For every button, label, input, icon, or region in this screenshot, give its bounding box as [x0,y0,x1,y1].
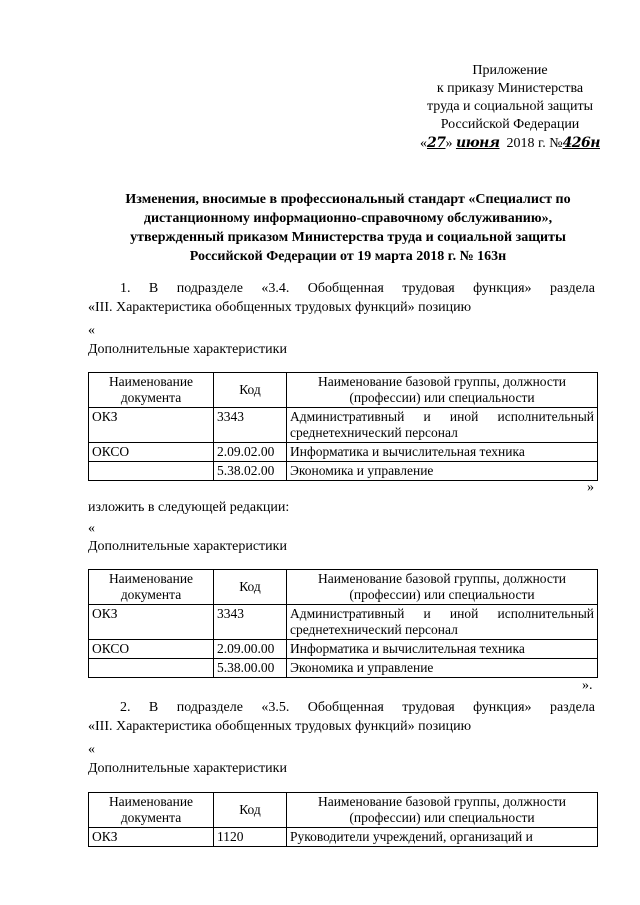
handwritten-number: 426н [562,135,600,151]
header-name: Наименование базовой группы, должности (профессии) или специальности [287,570,598,605]
table-2 [88,569,598,678]
table-row: ОКСО 2.09.02.00 Информатика и вычислительная техника [89,443,598,462]
table-3 [88,792,598,847]
table-row: 5.38.00.00 Экономика и управление [89,659,598,678]
handwritten-day: 27 [426,135,446,151]
table-header-row [89,373,598,408]
table-row: ОКЗ 3343 Административный и иной исполнительный среднетехнический персонал [89,408,598,443]
section-label: Дополнительные характеристики [88,761,287,776]
open-quote: « [88,323,95,338]
table-1 [88,372,598,481]
header-code: Код [214,373,287,408]
table-row: ОКСО 2.09.00.00 Информатика и вычислительная техника [89,640,598,659]
table-row: 5.38.02.00 Экономика и управление [89,462,598,481]
appendix-block [400,62,620,153]
header-doc: Наименование документа [89,570,214,605]
appendix-date: «27» июня 2018 г. №426н [419,135,600,151]
table-row: ОКЗ 1120 Руководители учреждений, организаций и [89,828,598,847]
appendix-line: Приложение [472,63,548,78]
table-header-row [89,793,598,828]
section-label: Дополнительные характеристики [88,342,287,357]
document-title: Изменения, вносимые в профессиональный стандарт «Специалист по дистанционному информационно-справочному обслуживанию», утвержденный приказом Министерства труда и социальной защиты Российской Федерации от 19 марта 2018 г. № 163н [125,192,571,264]
header-doc: Наименование документа [89,793,214,828]
section-label: Дополнительные характеристики [88,539,287,554]
table-header-row [89,570,598,605]
close-quote-dot: ». [582,678,593,693]
header-code: Код [214,793,287,828]
header-name: Наименование базовой группы, должности (профессии) или специальности [287,373,598,408]
header-doc: Наименование документа [89,373,214,408]
appendix-line: труда и социальной защиты [427,99,593,114]
open-quote: « [88,742,95,757]
header-name: Наименование базовой группы, должности (профессии) или специальности [287,793,598,828]
close-quote: » [587,480,594,495]
appendix-line: к приказу Министерства [436,81,584,96]
table-row: ОКЗ 3343 Административный и иной исполнительный среднетехнический персонал [89,605,598,640]
item-1-text: 1. В подразделе «3.4. Обобщенная трудовая функция» раздела «III. Характеристика обобщенных трудовых функций» позицию [88,281,595,315]
handwritten-month: июня [455,135,500,151]
restate-text: изложить в следующей редакции: [88,500,290,515]
appendix-line: Российской Федерации [440,117,580,132]
item-2-text: 2. В подразделе «3.5. Обобщенная трудовая функция» раздела «III. Характеристика обобщенных трудовых функций» позицию [88,700,595,734]
open-quote: « [88,521,95,536]
header-code: Код [214,570,287,605]
